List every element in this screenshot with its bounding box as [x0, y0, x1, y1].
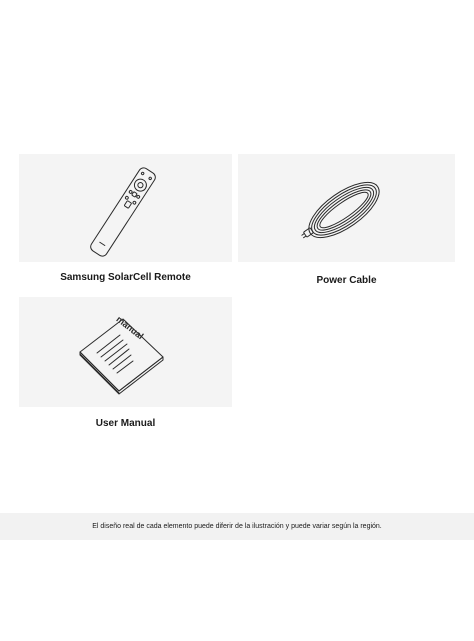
user-manual-icon [19, 297, 232, 407]
manual-cover-text: manual [114, 313, 146, 342]
item-label-power-cable: Power Cable [316, 275, 377, 286]
user-manual-image-panel [19, 297, 232, 407]
remote-icon [19, 154, 232, 262]
item-label-user-manual: User Manual [95, 418, 156, 429]
remote-image-panel [19, 154, 232, 262]
power-cable-icon [238, 154, 455, 262]
power-cable-image-panel [238, 154, 455, 262]
disclaimer-text: El diseño real de cada elemento puede diferir de la ilustración y puede variar según la región. [92, 523, 382, 530]
item-label-remote: Samsung SolarCell Remote [60, 272, 191, 283]
disclaimer-bar [0, 513, 474, 540]
